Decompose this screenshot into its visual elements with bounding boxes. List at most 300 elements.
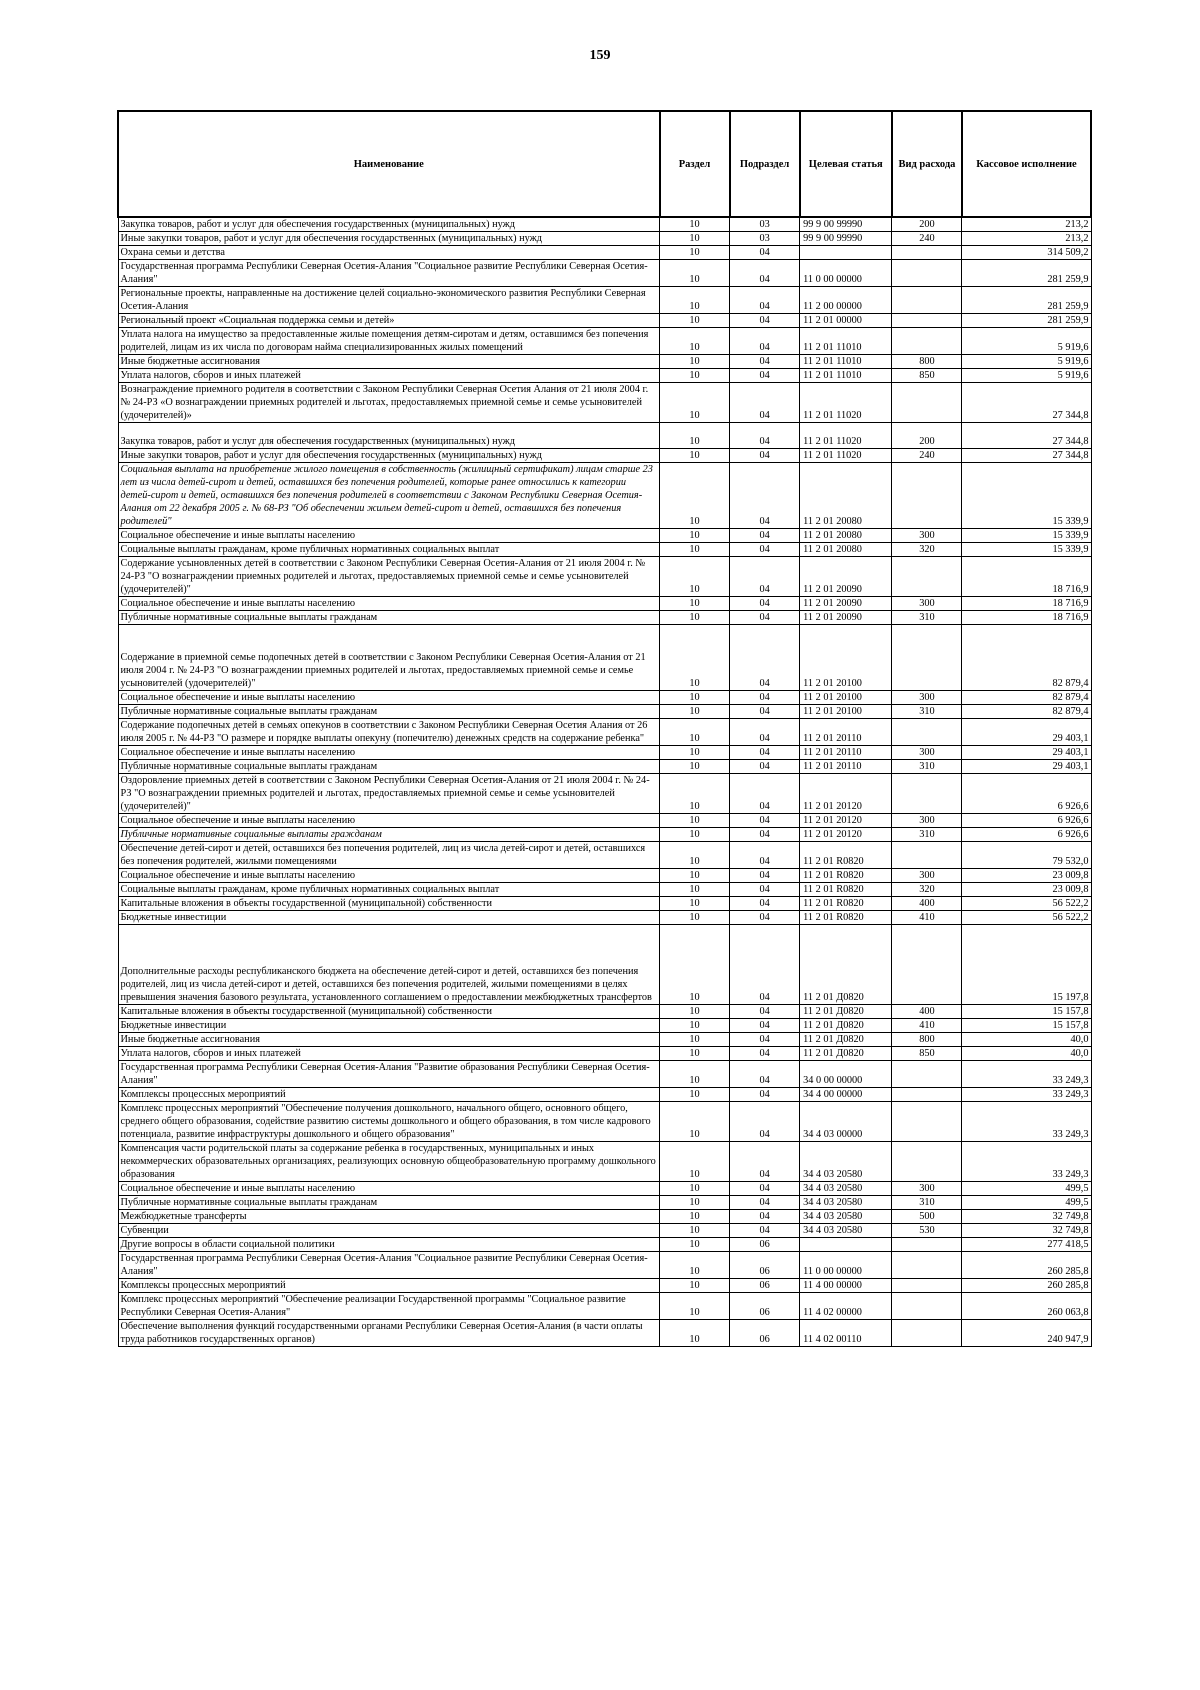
cell-name: Другие вопросы в области социальной политики (118, 1238, 660, 1252)
cell-vid (892, 328, 962, 355)
table-row (118, 1238, 1091, 1252)
cell-target: 11 2 01 11020 (800, 449, 892, 463)
cell-vid: 300 (892, 529, 962, 543)
cell-vid (892, 1142, 962, 1182)
cell-amount: 277 418,5 (962, 1238, 1091, 1252)
cell-vid: 310 (892, 611, 962, 625)
cell-amount: 79 532,0 (962, 842, 1091, 869)
cell-target: 11 2 01 20120 (800, 828, 892, 842)
cell-name: Закупка товаров, работ и услуг для обеспечения государственных (муниципальных) нужд (118, 423, 660, 449)
cell-target: 99 9 00 99990 (800, 217, 892, 232)
cell-amount: 82 879,4 (962, 691, 1091, 705)
cell-razdel: 10 (660, 1210, 730, 1224)
cell-podrazdel: 04 (730, 925, 800, 1005)
cell-target: 11 2 01 11010 (800, 355, 892, 369)
cell-amount: 29 403,1 (962, 760, 1091, 774)
cell-amount: 5 919,6 (962, 369, 1091, 383)
table-row (118, 1320, 1091, 1347)
cell-podrazdel: 04 (730, 1005, 800, 1019)
cell-name: Региональные проекты, направленные на достижение целей социально-экономического развития Республики Северная Осетия-Алания (118, 287, 660, 314)
cell-razdel: 10 (660, 1061, 730, 1088)
cell-vid: 300 (892, 869, 962, 883)
cell-vid: 530 (892, 1224, 962, 1238)
cell-podrazdel: 04 (730, 1182, 800, 1196)
cell-razdel: 10 (660, 719, 730, 746)
cell-razdel: 10 (660, 1293, 730, 1320)
cell-amount: 18 716,9 (962, 597, 1091, 611)
cell-amount: 82 879,4 (962, 625, 1091, 691)
cell-amount: 18 716,9 (962, 557, 1091, 597)
cell-podrazdel: 04 (730, 1047, 800, 1061)
cell-vid: 800 (892, 355, 962, 369)
cell-razdel: 10 (660, 1005, 730, 1019)
table-row (118, 383, 1091, 423)
table-row (118, 463, 1091, 529)
table-row (118, 911, 1091, 925)
cell-target: 11 2 01 20110 (800, 746, 892, 760)
table-row (118, 1142, 1091, 1182)
cell-target (800, 246, 892, 260)
cell-name: Государственная программа Республики Северная Осетия-Алания "Социальное развитие Республики Северная Осетия-Алания" (118, 1252, 660, 1279)
cell-amount: 23 009,8 (962, 883, 1091, 897)
cell-razdel: 10 (660, 1182, 730, 1196)
cell-name: Содержание подопечных детей в семьях опекунов в соответствии с Законом Республики Северная Осетия Алания от 26 июля 2005 г. № 44-РЗ "О размере и порядке выплаты опекуну (попечителю) денежных средств на содержание ребенка" (118, 719, 660, 746)
cell-amount: 33 249,3 (962, 1142, 1091, 1182)
cell-podrazdel: 04 (730, 287, 800, 314)
cell-vid (892, 1279, 962, 1293)
cell-podrazdel: 06 (730, 1293, 800, 1320)
cell-vid (892, 1102, 962, 1142)
cell-name: Бюджетные инвестиции (118, 1019, 660, 1033)
table-row (118, 1102, 1091, 1142)
cell-razdel: 10 (660, 774, 730, 814)
cell-podrazdel: 06 (730, 1238, 800, 1252)
cell-name: Социальное обеспечение и иные выплаты населению (118, 746, 660, 760)
cell-vid: 300 (892, 814, 962, 828)
cell-name: Содержание в приемной семье подопечных детей в соответствии с Законом Республики Северная Осетия-Алания от 21 июля 2004 г. № 24-РЗ "О вознаграждении приемных родителей и льготах, предоставляемых приемной семье и семье усыновителей (удочерителей)" (118, 625, 660, 691)
cell-name: Уплата налогов, сборов и иных платежей (118, 1047, 660, 1061)
table-row (118, 1033, 1091, 1047)
cell-razdel: 10 (660, 883, 730, 897)
cell-razdel: 10 (660, 328, 730, 355)
cell-name: Государственная программа Республики Северная Осетия-Алания "Развитие образования Республики Северная Осетия-Алания" (118, 1061, 660, 1088)
cell-podrazdel: 04 (730, 1142, 800, 1182)
table-body (118, 217, 1091, 1347)
table-row (118, 1061, 1091, 1088)
cell-amount: 56 522,2 (962, 911, 1091, 925)
cell-amount: 260 285,8 (962, 1279, 1091, 1293)
table-row (118, 328, 1091, 355)
cell-razdel: 10 (660, 1320, 730, 1347)
cell-podrazdel: 04 (730, 423, 800, 449)
cell-vid: 300 (892, 691, 962, 705)
cell-podrazdel: 04 (730, 246, 800, 260)
cell-name: Оздоровление приемных детей в соответствии с Законом Республики Северная Осетия-Алания от 21 июля 2004 г. № 24-РЗ "О вознаграждении приемных родителей и льготах, предоставляемых приемной семье и семье усыновителей (удочерителей)" (118, 774, 660, 814)
cell-amount: 32 749,8 (962, 1210, 1091, 1224)
cell-target: 34 0 00 00000 (800, 1061, 892, 1088)
cell-amount: 23 009,8 (962, 869, 1091, 883)
cell-name: Комплексы процессных мероприятий (118, 1279, 660, 1293)
cell-podrazdel: 03 (730, 217, 800, 232)
cell-name: Публичные нормативные социальные выплаты гражданам (118, 1196, 660, 1210)
cell-target: 11 2 01 11020 (800, 423, 892, 449)
cell-podrazdel: 04 (730, 449, 800, 463)
cell-razdel: 10 (660, 383, 730, 423)
cell-podrazdel: 04 (730, 746, 800, 760)
cell-vid (892, 1293, 962, 1320)
cell-target: 11 2 01 Д0820 (800, 1047, 892, 1061)
table-row (118, 1088, 1091, 1102)
cell-razdel: 10 (660, 842, 730, 869)
cell-podrazdel: 04 (730, 897, 800, 911)
cell-vid: 850 (892, 369, 962, 383)
cell-name: Капитальные вложения в объекты государственной (муниципальной) собственности (118, 897, 660, 911)
cell-amount: 260 063,8 (962, 1293, 1091, 1320)
cell-name: Иные бюджетные ассигнования (118, 1033, 660, 1047)
cell-amount: 15 197,8 (962, 925, 1091, 1005)
table-row (118, 925, 1091, 1005)
cell-target: 34 4 03 20580 (800, 1182, 892, 1196)
cell-vid (892, 260, 962, 287)
cell-name: Региональный проект «Социальная поддержка семьи и детей» (118, 314, 660, 328)
cell-vid (892, 463, 962, 529)
table-row (118, 1019, 1091, 1033)
cell-razdel: 10 (660, 232, 730, 246)
table-row (118, 287, 1091, 314)
cell-razdel: 10 (660, 543, 730, 557)
cell-podrazdel: 04 (730, 705, 800, 719)
cell-target: 11 2 01 20110 (800, 719, 892, 746)
cell-name: Комплекс процессных мероприятий "Обеспечение реализации Государственной программы "Социальное развитие Республики Северная Осетия-Алания" (118, 1293, 660, 1320)
col-header-target: Целевая статья (800, 111, 892, 217)
cell-razdel: 10 (660, 611, 730, 625)
cell-name: Компенсация части родительской платы за содержание ребенка в государственных, муниципальных и иных некоммерческих образовательных организациях, реализующих основную общеобразовательную программу дошкольного образования (118, 1142, 660, 1182)
cell-razdel: 10 (660, 1102, 730, 1142)
cell-vid: 240 (892, 449, 962, 463)
cell-target: 11 2 01 00000 (800, 314, 892, 328)
cell-amount: 33 249,3 (962, 1088, 1091, 1102)
cell-target: 11 2 01 R0820 (800, 897, 892, 911)
table-row (118, 1279, 1091, 1293)
cell-name: Социальное обеспечение и иные выплаты населению (118, 814, 660, 828)
cell-target: 11 4 02 00000 (800, 1293, 892, 1320)
cell-target: 11 2 01 R0820 (800, 869, 892, 883)
cell-amount: 33 249,3 (962, 1102, 1091, 1142)
cell-podrazdel: 04 (730, 543, 800, 557)
cell-podrazdel: 04 (730, 1210, 800, 1224)
cell-name: Публичные нормативные социальные выплаты гражданам (118, 611, 660, 625)
cell-podrazdel: 04 (730, 774, 800, 814)
cell-amount: 499,5 (962, 1182, 1091, 1196)
table-header-row (118, 111, 1091, 217)
cell-podrazdel: 04 (730, 328, 800, 355)
cell-amount: 213,2 (962, 232, 1091, 246)
cell-name: Социальное обеспечение и иные выплаты населению (118, 529, 660, 543)
cell-name: Социальные выплаты гражданам, кроме публичных нормативных социальных выплат (118, 543, 660, 557)
cell-podrazdel: 04 (730, 911, 800, 925)
cell-vid: 320 (892, 883, 962, 897)
cell-vid (892, 287, 962, 314)
col-header-amount: Кассовое исполнение (962, 111, 1091, 217)
table-row (118, 897, 1091, 911)
cell-vid: 310 (892, 1196, 962, 1210)
cell-amount: 33 249,3 (962, 1061, 1091, 1088)
cell-razdel: 10 (660, 287, 730, 314)
cell-target: 11 2 01 Д0820 (800, 925, 892, 1005)
cell-amount: 29 403,1 (962, 719, 1091, 746)
cell-vid (892, 1238, 962, 1252)
cell-name: Охрана семьи и детства (118, 246, 660, 260)
cell-target: 34 4 03 20580 (800, 1142, 892, 1182)
table-row (118, 1182, 1091, 1196)
cell-podrazdel: 04 (730, 383, 800, 423)
cell-vid (892, 1088, 962, 1102)
cell-name: Бюджетные инвестиции (118, 911, 660, 925)
cell-target: 11 0 00 00000 (800, 1252, 892, 1279)
table-row (118, 814, 1091, 828)
cell-razdel: 10 (660, 925, 730, 1005)
cell-amount: 260 285,8 (962, 1252, 1091, 1279)
cell-amount: 6 926,6 (962, 828, 1091, 842)
cell-vid: 310 (892, 705, 962, 719)
cell-vid (892, 719, 962, 746)
cell-podrazdel: 06 (730, 1252, 800, 1279)
table-row (118, 1005, 1091, 1019)
cell-target: 34 4 03 20580 (800, 1224, 892, 1238)
cell-vid: 500 (892, 1210, 962, 1224)
cell-target: 11 2 01 20080 (800, 463, 892, 529)
cell-name: Социальное обеспечение и иные выплаты населению (118, 869, 660, 883)
cell-podrazdel: 04 (730, 597, 800, 611)
cell-target: 11 2 01 20120 (800, 814, 892, 828)
cell-razdel: 10 (660, 691, 730, 705)
cell-amount: 5 919,6 (962, 328, 1091, 355)
table-row (118, 625, 1091, 691)
table-row (118, 1252, 1091, 1279)
cell-name: Социальное обеспечение и иные выплаты населению (118, 1182, 660, 1196)
cell-name: Социальные выплаты гражданам, кроме публичных нормативных социальных выплат (118, 883, 660, 897)
cell-vid (892, 1320, 962, 1347)
cell-vid: 300 (892, 1182, 962, 1196)
cell-target: 11 2 01 20100 (800, 705, 892, 719)
cell-podrazdel: 06 (730, 1279, 800, 1293)
table-row (118, 883, 1091, 897)
cell-vid: 400 (892, 897, 962, 911)
cell-target: 11 2 01 Д0820 (800, 1005, 892, 1019)
cell-target: 11 2 00 00000 (800, 287, 892, 314)
cell-razdel: 10 (660, 760, 730, 774)
cell-vid: 410 (892, 1019, 962, 1033)
cell-name: Межбюджетные трансферты (118, 1210, 660, 1224)
cell-vid: 300 (892, 746, 962, 760)
col-header-vid: Вид расхода (892, 111, 962, 217)
cell-name: Уплата налога на имущество за предоставленные жилые помещения детям-сиротам и детям, оставшимся без попечения родителей, лицам из их числа по договорам найма специализированных жилых помещений (118, 328, 660, 355)
cell-amount: 15 339,9 (962, 543, 1091, 557)
cell-razdel: 10 (660, 423, 730, 449)
cell-name: Социальное обеспечение и иные выплаты населению (118, 597, 660, 611)
cell-razdel: 10 (660, 597, 730, 611)
cell-target: 11 2 01 20100 (800, 625, 892, 691)
cell-razdel: 10 (660, 625, 730, 691)
cell-name: Социальная выплата на приобретение жилого помещения в собственность (жилищный сертификат) лицам старше 23 лет из числа детей-сирот и детей, оставшихся без попечения родителей, которые ранее относились к категории детей-сирот и детей, оставшихся без попечения родителей в соответствии с Законом Республики Северная Осетия-Алания от 22 декабря 2005 г. № 68-РЗ "Об обеспечении жильем детей-сирот и детей, оставшихся без попечения родителей" (118, 463, 660, 529)
cell-podrazdel: 04 (730, 1196, 800, 1210)
cell-razdel: 10 (660, 828, 730, 842)
cell-amount: 15 339,9 (962, 463, 1091, 529)
cell-amount: 213,2 (962, 217, 1091, 232)
cell-razdel: 10 (660, 869, 730, 883)
cell-target: 11 2 01 20080 (800, 529, 892, 543)
cell-target: 11 2 01 11020 (800, 383, 892, 423)
cell-podrazdel: 04 (730, 369, 800, 383)
cell-target: 11 2 01 R0820 (800, 911, 892, 925)
cell-name: Социальное обеспечение и иные выплаты населению (118, 691, 660, 705)
cell-name: Капитальные вложения в объекты государственной (муниципальной) собственности (118, 1005, 660, 1019)
cell-podrazdel: 04 (730, 611, 800, 625)
cell-amount: 5 919,6 (962, 355, 1091, 369)
cell-vid: 300 (892, 597, 962, 611)
cell-amount: 29 403,1 (962, 746, 1091, 760)
table-row (118, 260, 1091, 287)
cell-amount: 27 344,8 (962, 383, 1091, 423)
cell-amount: 6 926,6 (962, 774, 1091, 814)
cell-podrazdel: 03 (730, 232, 800, 246)
cell-amount: 15 157,8 (962, 1005, 1091, 1019)
table-row (118, 557, 1091, 597)
cell-name: Закупка товаров, работ и услуг для обеспечения государственных (муниципальных) нужд (118, 217, 660, 232)
table-row (118, 369, 1091, 383)
cell-target (800, 1238, 892, 1252)
cell-target: 11 0 00 00000 (800, 260, 892, 287)
cell-target: 11 2 01 Д0820 (800, 1033, 892, 1047)
cell-razdel: 10 (660, 911, 730, 925)
cell-vid (892, 925, 962, 1005)
cell-vid (892, 1061, 962, 1088)
cell-podrazdel: 04 (730, 1102, 800, 1142)
cell-podrazdel: 04 (730, 869, 800, 883)
cell-vid: 800 (892, 1033, 962, 1047)
cell-target: 34 4 00 00000 (800, 1088, 892, 1102)
cell-vid: 410 (892, 911, 962, 925)
cell-podrazdel: 04 (730, 1019, 800, 1033)
table-row (118, 1047, 1091, 1061)
cell-vid (892, 774, 962, 814)
cell-amount: 40,0 (962, 1047, 1091, 1061)
cell-target: 11 2 01 R0820 (800, 883, 892, 897)
cell-name: Публичные нормативные социальные выплаты гражданам (118, 705, 660, 719)
col-header-podrazdel: Подраздел (730, 111, 800, 217)
cell-vid: 240 (892, 232, 962, 246)
cell-target: 11 2 01 20090 (800, 597, 892, 611)
cell-name: Государственная программа Республики Северная Осетия-Алания "Социальное развитие Республики Северная Осетия-Алания" (118, 260, 660, 287)
cell-podrazdel: 04 (730, 463, 800, 529)
cell-name: Иные бюджетные ассигнования (118, 355, 660, 369)
budget-table (117, 110, 1092, 1347)
cell-vid (892, 625, 962, 691)
cell-podrazdel: 04 (730, 1061, 800, 1088)
cell-name: Субвенции (118, 1224, 660, 1238)
cell-name: Комплекс процессных мероприятий "Обеспечение получения дошкольного, начального общего, основного общего, среднего общего образования, содействие развитию системы дошкольного и общего образования, в том числе кадрового потенциала, развитие инфраструктуры дошкольного и общего образования" (118, 1102, 660, 1142)
cell-amount: 281 259,9 (962, 260, 1091, 287)
cell-razdel: 10 (660, 369, 730, 383)
cell-name: Обеспечение детей-сирот и детей, оставшихся без попечения родителей, лиц из числа детей-сирот и детей, оставшихся без попечения родителей, жилыми помещениями (118, 842, 660, 869)
cell-podrazdel: 04 (730, 760, 800, 774)
table-row (118, 543, 1091, 557)
cell-amount: 56 522,2 (962, 897, 1091, 911)
cell-target: 11 4 00 00000 (800, 1279, 892, 1293)
cell-razdel: 10 (660, 705, 730, 719)
table-row (118, 760, 1091, 774)
cell-razdel: 10 (660, 246, 730, 260)
table-row (118, 232, 1091, 246)
cell-vid: 320 (892, 543, 962, 557)
table-row (118, 1224, 1091, 1238)
cell-vid: 200 (892, 217, 962, 232)
cell-podrazdel: 04 (730, 625, 800, 691)
cell-target: 11 2 01 20090 (800, 557, 892, 597)
page-number: 159 (589, 48, 611, 63)
cell-amount: 15 157,8 (962, 1019, 1091, 1033)
cell-vid (892, 557, 962, 597)
cell-podrazdel: 04 (730, 1088, 800, 1102)
cell-podrazdel: 04 (730, 314, 800, 328)
cell-amount: 281 259,9 (962, 314, 1091, 328)
cell-razdel: 10 (660, 1279, 730, 1293)
table-row (118, 529, 1091, 543)
cell-razdel: 10 (660, 1142, 730, 1182)
cell-target: 34 4 03 20580 (800, 1210, 892, 1224)
table-row (118, 1293, 1091, 1320)
table-row (118, 246, 1091, 260)
table-row (118, 746, 1091, 760)
table-row (118, 691, 1091, 705)
cell-vid: 850 (892, 1047, 962, 1061)
cell-name: Комплексы процессных мероприятий (118, 1088, 660, 1102)
cell-razdel: 10 (660, 1224, 730, 1238)
cell-podrazdel: 04 (730, 1033, 800, 1047)
cell-amount: 15 339,9 (962, 529, 1091, 543)
cell-vid: 400 (892, 1005, 962, 1019)
table-row (118, 314, 1091, 328)
cell-podrazdel: 04 (730, 828, 800, 842)
cell-amount: 499,5 (962, 1196, 1091, 1210)
cell-razdel: 10 (660, 463, 730, 529)
cell-target: 11 2 01 R0820 (800, 842, 892, 869)
cell-name: Обеспечение выполнения функций государственными органами Республики Северная Осетия-Алания (в части оплаты труда работников государственных органов) (118, 1320, 660, 1347)
cell-name: Вознаграждение приемного родителя в соответствии с Законом Республики Северная Осетия Алания от 21 июля 2004 г. № 24-РЗ «О вознаграждении приемных родителей и льготах, предоставляемых приемной семье и семье усыновителей (удочерителей)» (118, 383, 660, 423)
cell-razdel: 10 (660, 814, 730, 828)
cell-vid (892, 842, 962, 869)
cell-podrazdel: 04 (730, 883, 800, 897)
cell-target: 11 2 01 20080 (800, 543, 892, 557)
cell-razdel: 10 (660, 1047, 730, 1061)
cell-razdel: 10 (660, 1238, 730, 1252)
cell-razdel: 10 (660, 1088, 730, 1102)
cell-target: 11 4 02 00110 (800, 1320, 892, 1347)
cell-razdel: 10 (660, 557, 730, 597)
table-row (118, 828, 1091, 842)
cell-target: 11 2 01 20100 (800, 691, 892, 705)
cell-vid: 310 (892, 760, 962, 774)
cell-razdel: 10 (660, 1196, 730, 1210)
cell-razdel: 10 (660, 897, 730, 911)
cell-razdel: 10 (660, 1019, 730, 1033)
table-row (118, 217, 1091, 232)
cell-razdel: 10 (660, 1033, 730, 1047)
cell-razdel: 10 (660, 746, 730, 760)
table-row (118, 705, 1091, 719)
cell-razdel: 10 (660, 260, 730, 287)
table-row (118, 774, 1091, 814)
